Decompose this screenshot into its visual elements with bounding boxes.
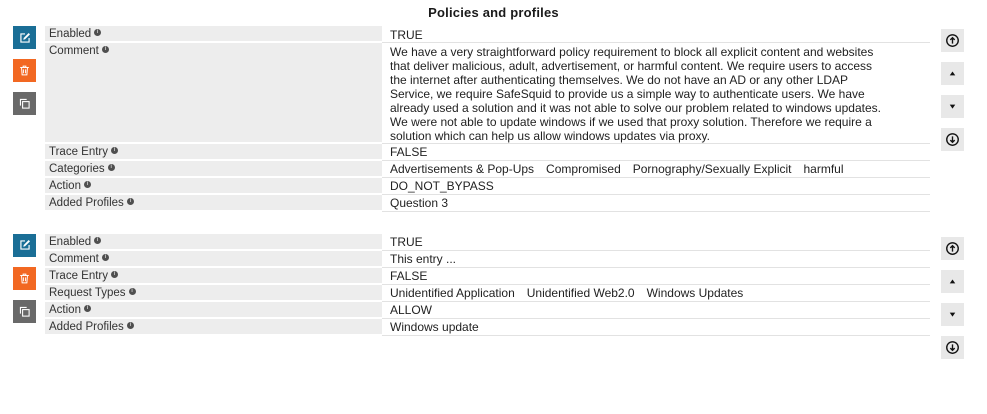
move-up-icon [947, 276, 958, 287]
info-icon[interactable] [102, 254, 109, 261]
field-row-categories [45, 161, 930, 178]
move-to-top-button[interactable] [941, 237, 964, 260]
field-value: ALLOW [382, 302, 930, 319]
field-label [45, 285, 382, 302]
move-to-bottom-icon [945, 132, 960, 147]
field-row-trace-entry [45, 144, 930, 161]
field-label [45, 302, 382, 319]
info-icon[interactable] [108, 164, 115, 171]
field-label-text: Trace Entry [49, 145, 109, 158]
field-row-enabled [45, 26, 930, 43]
field-label-text: Enabled [49, 28, 92, 40]
info-icon[interactable] [102, 46, 109, 53]
field-label [45, 195, 382, 212]
info-icon[interactable] [111, 147, 118, 154]
copy-button[interactable] [13, 92, 36, 115]
field-label-text: Action [49, 303, 81, 316]
trash-icon [18, 272, 31, 285]
delete-button[interactable] [13, 267, 36, 290]
copy-icon [18, 97, 31, 110]
trash-icon [18, 64, 31, 77]
policy-entry [0, 26, 987, 212]
move-down-icon [947, 101, 958, 112]
move-up-button[interactable] [941, 270, 964, 293]
move-down-icon [947, 309, 958, 320]
field-value: Question 3 [382, 195, 930, 212]
info-icon[interactable] [129, 288, 136, 295]
field-row-action [45, 178, 930, 195]
entry-actions-right [930, 234, 987, 359]
info-icon[interactable] [127, 322, 134, 329]
copy-button[interactable] [13, 300, 36, 323]
field-label-text: Comment [49, 252, 99, 265]
field-label-text: Categories [49, 162, 105, 175]
field-value: Unidentified Application Unidentified Web2.0 Windows Updates [382, 285, 930, 302]
field-value: TRUE [382, 26, 930, 43]
field-label [45, 43, 382, 144]
field-label [45, 234, 382, 251]
field-row-comment [45, 251, 930, 268]
field-label [45, 26, 382, 43]
move-down-button[interactable] [941, 303, 964, 326]
field-row-added-profiles [45, 195, 930, 212]
field-row-enabled [45, 234, 930, 251]
field-value: Windows update [382, 319, 930, 336]
field-value: FALSE [382, 144, 930, 161]
entry-actions-left [0, 234, 45, 323]
info-icon[interactable] [94, 237, 101, 244]
field-label-text: Action [49, 179, 81, 192]
page-title: Policies and profiles [428, 5, 559, 20]
edit-icon [18, 238, 32, 252]
field-value: Advertisements & Pop-Ups Compromised Pornography/Sexually Explicit harmful [382, 161, 930, 178]
field-value: DO_NOT_BYPASS [382, 178, 930, 195]
move-to-top-icon [945, 33, 960, 48]
field-label [45, 161, 382, 178]
move-down-button[interactable] [941, 95, 964, 118]
field-label-text: Added Profiles [49, 196, 124, 209]
entry-actions-right [930, 26, 987, 151]
entry-fields [45, 234, 930, 336]
entry-fields [45, 26, 930, 212]
info-icon[interactable] [94, 29, 101, 36]
field-row-comment [45, 43, 930, 144]
move-to-bottom-button[interactable] [941, 128, 964, 151]
move-to-top-button[interactable] [941, 29, 964, 52]
comment-text: We have a very straightforward policy requirement to block all explicit content and websites that deliver malicious, adult, advertisement, or harmful content. We require users to access the internet after authenticating themselves. We do not have an AD or any other LDAP Service, we require SafeSquid to provide us a simple way to authenticate users. We have already used a solution and it was not able to solve our problem related to windows updates. We were not able to update windows if we used that proxy solution. Therefore we require a solution which can help us allow windows updates via proxy. [390, 44, 881, 143]
field-label [45, 251, 382, 268]
move-to-top-icon [945, 241, 960, 256]
info-icon[interactable] [84, 181, 91, 188]
field-row-added-profiles [45, 319, 930, 336]
field-label [45, 268, 382, 285]
field-label-text: Request Types [49, 286, 126, 299]
delete-button[interactable] [13, 59, 36, 82]
field-label-text: Enabled [49, 235, 92, 248]
move-to-bottom-icon [945, 340, 960, 355]
field-label-text: Comment [49, 45, 99, 57]
field-label [45, 178, 382, 195]
field-row-trace-entry [45, 268, 930, 285]
edit-button[interactable] [13, 234, 36, 257]
info-icon[interactable] [127, 198, 134, 205]
field-label [45, 144, 382, 161]
entry-actions-left [0, 26, 45, 115]
move-up-icon [947, 68, 958, 79]
copy-icon [18, 305, 31, 318]
move-up-button[interactable] [941, 62, 964, 85]
field-label-text: Added Profiles [49, 320, 124, 333]
edit-icon [18, 31, 32, 45]
info-icon[interactable] [84, 305, 91, 312]
field-label-text: Trace Entry [49, 269, 109, 282]
field-value: This entry ... [382, 251, 930, 268]
move-to-bottom-button[interactable] [941, 336, 964, 359]
field-value: TRUE [382, 234, 930, 251]
edit-button[interactable] [13, 26, 36, 49]
policy-entry [0, 234, 987, 359]
info-icon[interactable] [111, 271, 118, 278]
field-row-action [45, 302, 930, 319]
field-value [382, 43, 930, 144]
field-value: FALSE [382, 268, 930, 285]
field-label [45, 319, 382, 336]
field-row-request-types [45, 285, 930, 302]
